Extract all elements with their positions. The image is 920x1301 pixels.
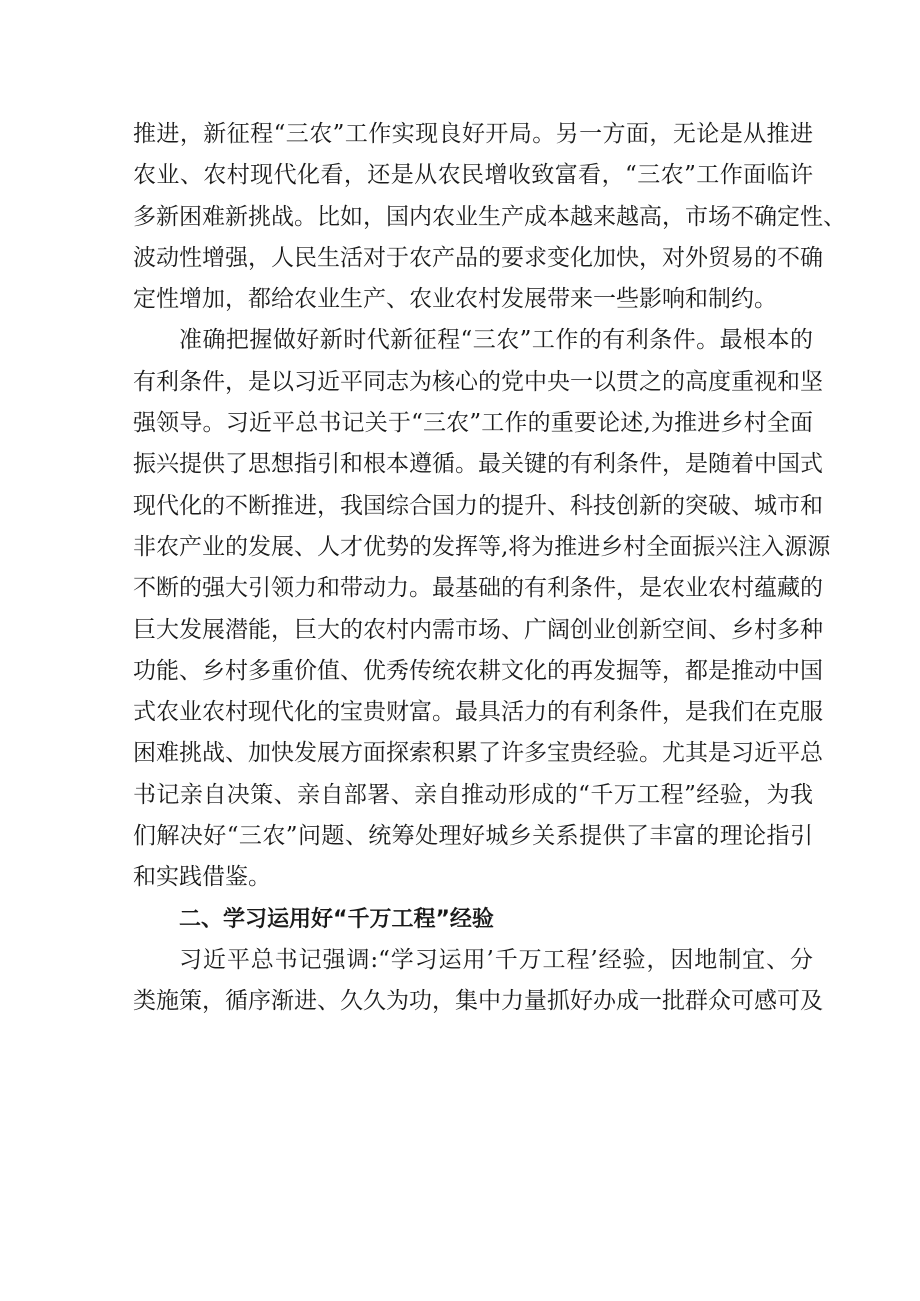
text-line: 准确把握做好新时代新征程“三农”工作的有利条件。最根本的 xyxy=(179,327,813,354)
text-line: 推进，新征程“三农”工作实现良好开局。另一方面，无论是从推进 xyxy=(133,121,813,147)
text-line: 多新困难新挑战。比如，国内农业生产成本越来越高，市场不确定性、 xyxy=(133,203,846,230)
text-line: 定性增加，都给农业生产、农业农村发展带来一些影响和制约。 xyxy=(133,286,777,313)
text-line: 强领导。习近平总书记关于“三农”工作的重要论述,为推进乡村全面 xyxy=(133,410,813,437)
section-heading: 二、学习运用好“千万工程”经验 xyxy=(179,906,494,932)
text-line: 困难挑战、加快发展方面探索积累了许多宝贵经验。尤其是习近平总 xyxy=(133,740,823,767)
text-line: 书记亲自决策、亲自部署、亲自推动形成的“千万工程”经验，为我 xyxy=(133,781,813,808)
text-line: 现代化的不断推进，我国综合国力的提升、科技创新的突破、城市和 xyxy=(133,492,823,519)
text-line: 功能、乡村多重价值、优秀传统农耕文化的再发掘等，都是推动中国 xyxy=(133,657,823,684)
text-line: 有利条件，是以习近平同志为核心的党中央一以贯之的高度重视和坚 xyxy=(133,368,823,395)
document-body xyxy=(133,114,846,1023)
text-line: 式农业农村现代化的宝贵财富。最具活力的有利条件，是我们在克服 xyxy=(133,699,823,726)
text-line: 巨大发展潜能，巨大的农村内需市场、广阔创业创新空间、乡村多种 xyxy=(133,616,823,643)
text-line: 类施策，循序渐进、久久为功，集中力量抓好办成一批群众可感可及 xyxy=(133,988,823,1015)
text-line: 和实践借鉴。 xyxy=(133,864,271,891)
text-line: 波动性增强，人民生活对于农产品的要求变化加快，对外贸易的不确 xyxy=(133,244,823,271)
text-line: 非农产业的发展、人才优势的发挥等,将为推进乡村全面振兴注入源源 xyxy=(133,533,831,560)
text-line: 习近平总书记强调:“学习运用’千万工程’经验，因地制宜、分 xyxy=(179,946,813,973)
text-line: 不断的强大引领力和带动力。最基础的有利条件，是农业农村蕴藏的 xyxy=(133,575,823,602)
text-line: 农业、农村现代化看，还是从农民增收致富看，“三农”工作面临许 xyxy=(133,162,813,189)
text-line: 振兴提供了思想指引和根本遵循。最关键的有利条件，是随着中国式 xyxy=(133,451,823,478)
text-line: 们解决好“三农”问题、统筹处理好城乡关系提供了丰富的理论指引 xyxy=(133,823,813,850)
